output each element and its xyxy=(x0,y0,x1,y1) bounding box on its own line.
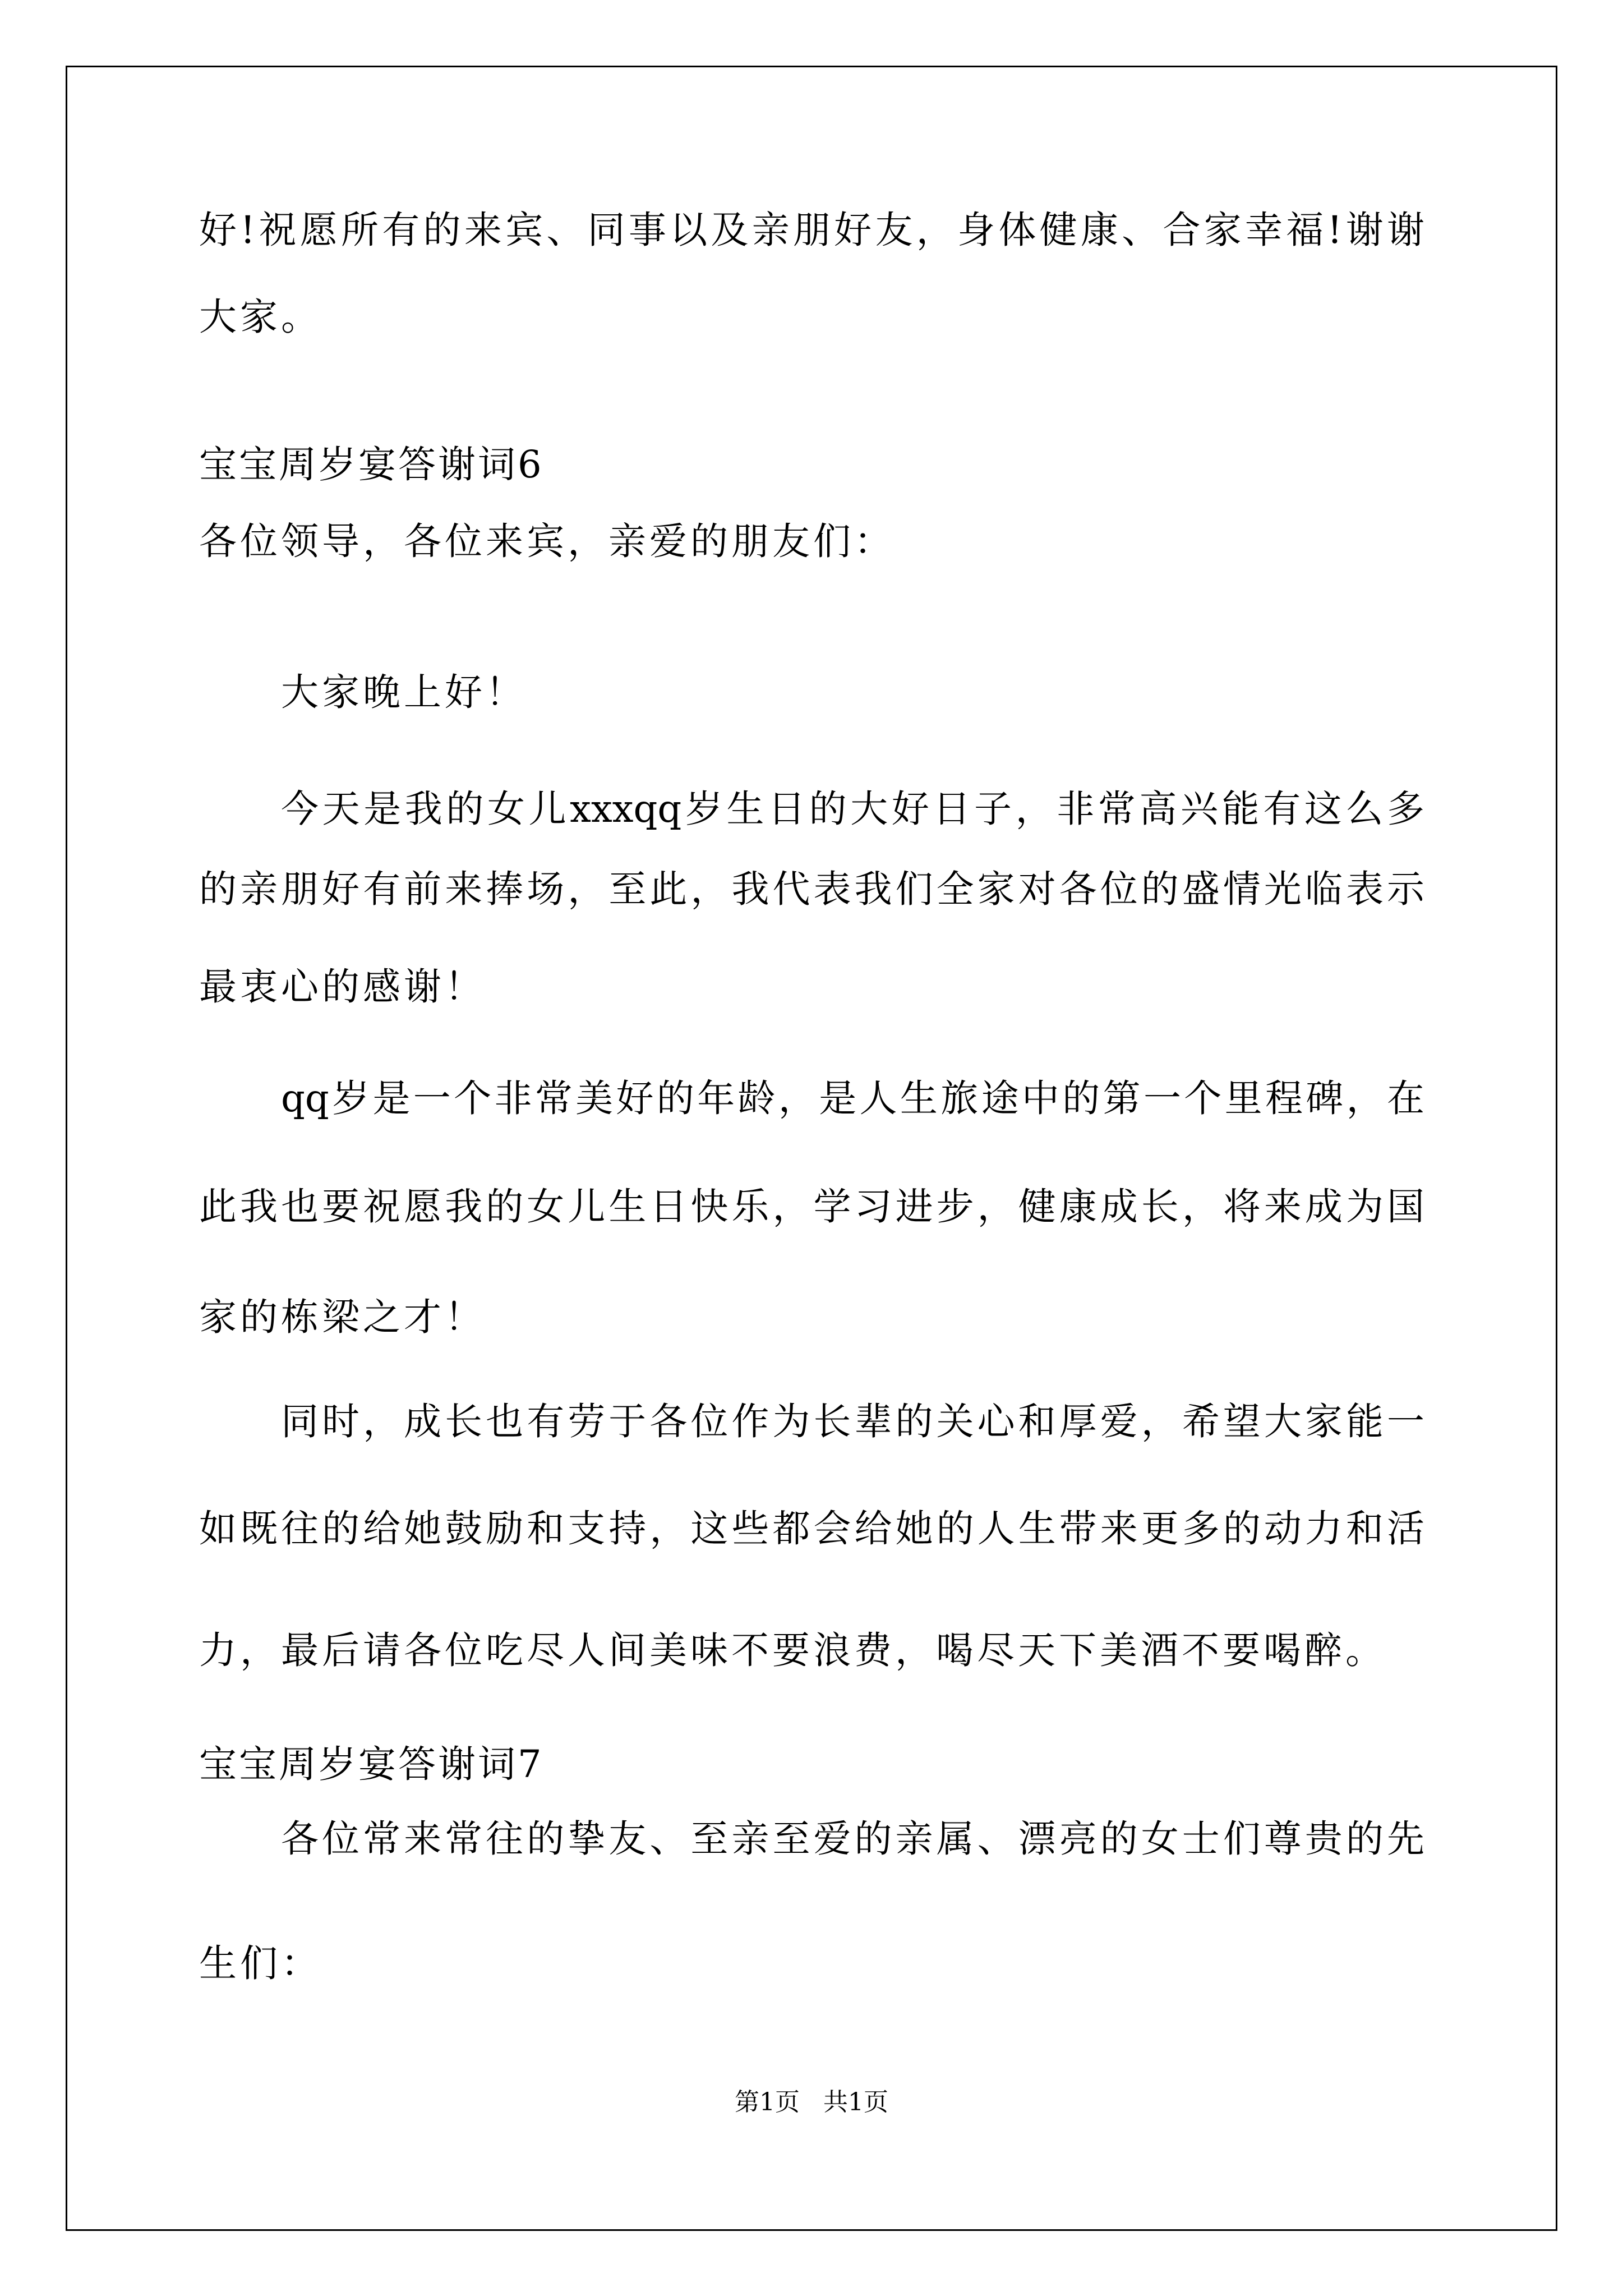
body-line: qq岁是一个非常美好的年龄，是人生旅途中的第一个里程碑，在 xyxy=(281,1076,1424,1120)
body-line: 各位常来常往的挚友、至亲至爱的亲属、漂亮的女士们尊贵的先 xyxy=(281,1817,1424,1861)
body-line: 此我也要祝愿我的女儿生日快乐，学习进步，健康成长，将来成为国 xyxy=(199,1185,1424,1228)
body-line: 各位领导，各位来宾，亲爱的朋友们： xyxy=(199,519,895,563)
section-heading: 宝宝周岁宴答谢词7 xyxy=(199,1742,544,1786)
body-line: 的亲朋好有前来捧场，至此，我代表我们全家对各位的盛情光临表示 xyxy=(199,867,1424,911)
body-line: 如既往的给她鼓励和支持，这些都会给她的人生带来更多的动力和活 xyxy=(199,1507,1424,1550)
body-line: 大家。 xyxy=(199,295,322,339)
page-footer: 第1页 共1页 xyxy=(735,2088,888,2116)
body-line: 今天是我的女儿xxxqq岁生日的大好日子，非常高兴能有这么多 xyxy=(281,787,1424,831)
body-line: 最衷心的感谢！ xyxy=(199,965,486,1009)
page-border xyxy=(66,66,1557,2231)
body-line: 力，最后请各位吃尽人间美味不要浪费，喝尽天下美酒不要喝醉。 xyxy=(199,1628,1386,1672)
body-line: 同时，成长也有劳于各位作为长辈的关心和厚爱，希望大家能一 xyxy=(281,1400,1424,1443)
body-line: 生们： xyxy=(199,1941,322,1985)
body-line: 大家晚上好！ xyxy=(281,670,527,714)
body-line: 家的栋梁之才！ xyxy=(199,1295,486,1339)
section-heading: 宝宝周岁宴答谢词6 xyxy=(199,443,544,486)
body-line: 好!祝愿所有的来宾、同事以及亲朋好友，身体健康、合家幸福!谢谢 xyxy=(199,208,1424,252)
